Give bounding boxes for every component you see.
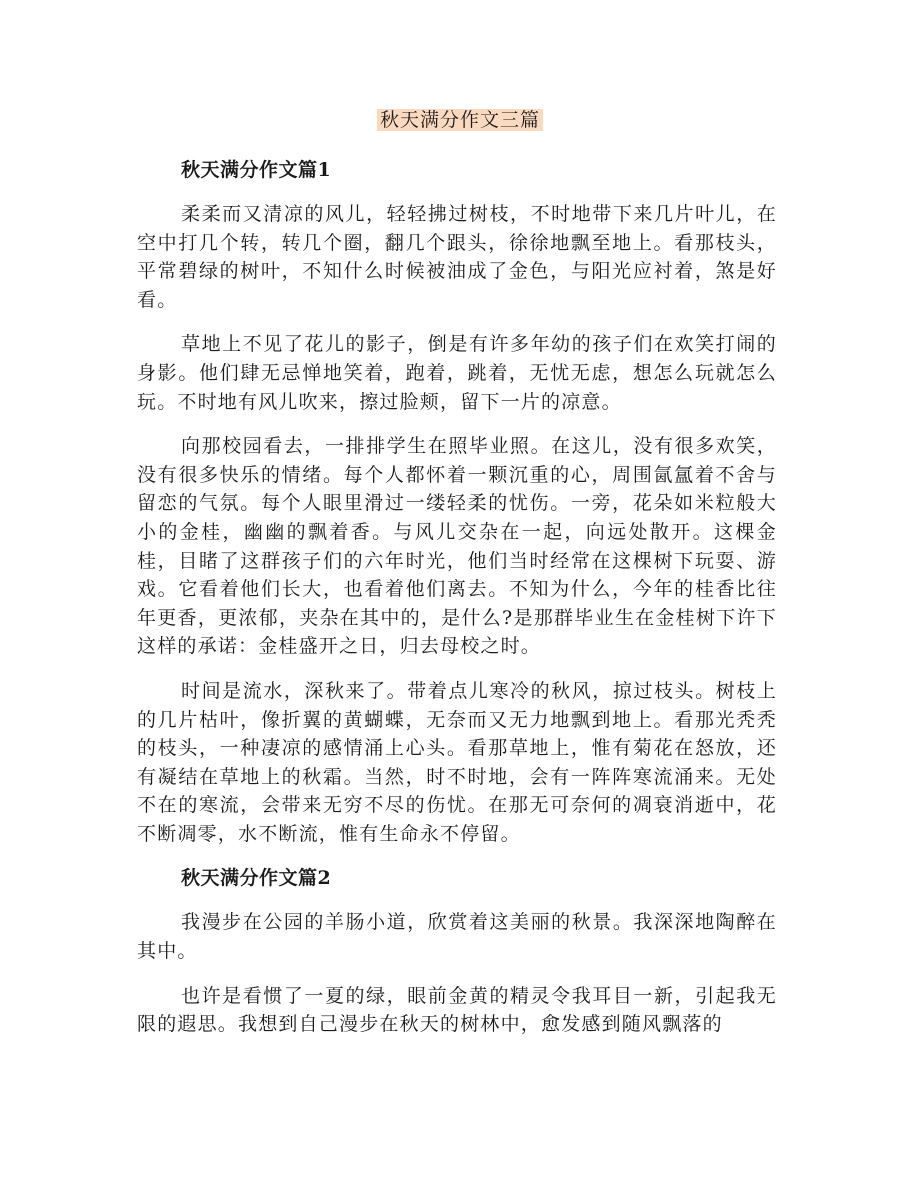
paragraph: 向那校园看去，一排排学生在照毕业照。在这儿，没有很多欢笑，没有很多快乐的情绪。每个人都怀着一颗沉重的心，周围氤氲着不舍与留恋的气氛。每个人眼里滑过一缕轻柔的忧伤。一旁，花朵如米粒般大小的金桂，幽幽的飘着香。与风儿交杂在一起，向远处散开。这棵金桂，目睹了这群孩子们的六年时光，他们当时经常在这棵树下玩耍、游戏。它看着他们长大，也看着他们离去。不知为什么，今年的桂香比往年更香，更浓郁，夹杂在其中的，是什么?是那群毕业生在金桂树下许下这样的承诺：金桂盛开之日，归去母校之时。 [137,435,777,658]
paragraph: 柔柔而又清凉的风儿，轻轻拂过树枝，不时地带下来几片叶儿，在空中打几个转，转几个圈，翻几个跟头，徐徐地飘至地上。看那枝头，平常碧绿的树叶，不知什么时候被油成了金色，与阳光应衬着，煞是好看。 [137,203,777,311]
paragraph: 时间是流水，深秋来了。带着点儿寒冷的秋风，掠过枝头。树枝上的几片枯叶，像折翼的黄蝴蝶，无奈而又无力地飘到地上。看那光秃秃的枝头，一种凄凉的感情涌上心头。看那草地上，惟有菊花在怒放，还有凝结在草地上的秋霜。当然，时不时地，会有一阵阵寒流涌来。无处不在的寒流，会带来无穷不尽的伤忧。在那无可奈何的凋衰消逝中，花不断凋零，水不断流，惟有生命永不停留。 [137,679,777,845]
document-title [0,106,920,134]
document-body [137,152,777,1055]
paragraph: 草地上不见了花儿的影子，倒是有许多年幼的孩子们在欢笑打闹的身影。他们肆无忌惮地笑着，跑着，跳着，无忧无虑，想怎么玩就怎么玩。不时地有风儿吹来，擦过脸颊，留下一片的凉意。 [137,333,777,413]
paragraph: 也许是看惯了一夏的绿，眼前金黄的精灵令我耳目一新，引起我无限的遐思。我想到自己漫步在秋天的树林中，愈发感到随风飘落的 [137,984,777,1036]
paragraph: 我漫步在公园的羊肠小道，欣赏着这美丽的秋景。我深深地陶醉在其中。 [137,911,777,963]
section-heading-1: 秋天满分作文篇1 [181,159,332,181]
document-title-text: 秋天满分作文三篇 [377,109,543,131]
section-heading-2: 秋天满分作文篇2 [181,867,332,890]
